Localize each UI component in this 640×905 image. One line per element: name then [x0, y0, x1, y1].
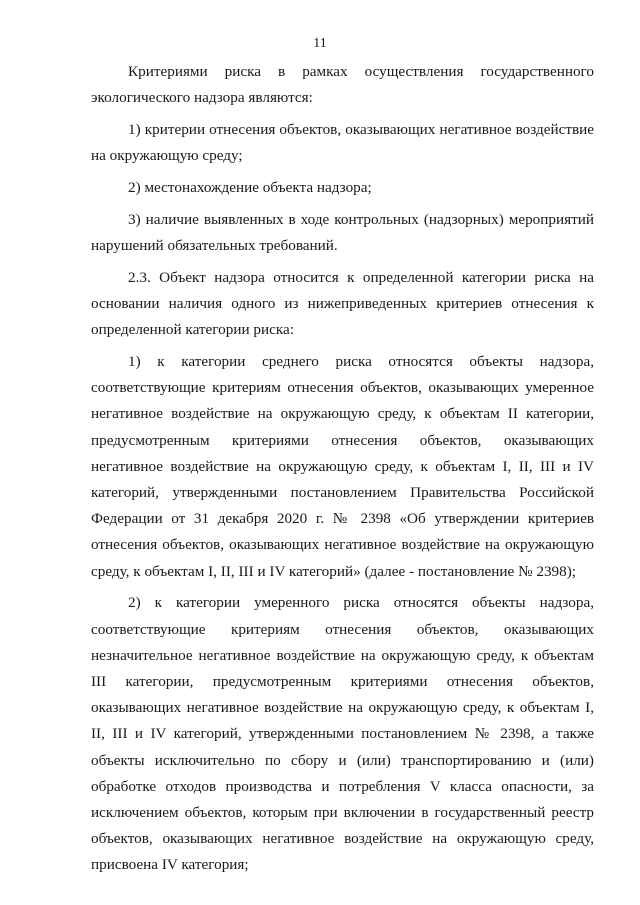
paragraph-criterion-2: 2) местонахождение объекта надзора;: [128, 179, 372, 196]
paragraph-moderate-risk: 2) к категории умеренного риска относятся объекты надзора, соответствующие критериям отнесения объектов, оказывающих незначительное негативное воздействие на окружающую среду, к объектам III категории, предусмотренным критериями отнесения объектов, оказывающих негативное воздействие на окружающую среду, к объектам I, II, III и IV категорий, утвержденными постановлением № 2398, а также объекты исключительно по сбору и (или) транспортированию и (или) обработке отходов производства и потребления V класса опасности, за исключением объектов, которым при включении в государственный реестр объектов, оказывающих негативное воздействие на окружающую среду, присвоена IV категория;: [91, 594, 594, 874]
paragraph-risk-criteria-intro: Критериями риска в рамках осуществления государственного экологического надзора являются:: [91, 63, 594, 107]
paragraph-criterion-3: 3) наличие выявленных в ходе контрольных (надзорных) мероприятий нарушений обязательных требований.: [91, 210, 594, 254]
page-number: 11: [313, 36, 327, 51]
document-body: [91, 59, 594, 879]
paragraph-criterion-1: 1) критерии отнесения объектов, оказывающих негативное воздействие на окружающую среду;: [91, 121, 594, 165]
paragraph-section-2-3: 2.3. Объект надзора относится к определенной категории риска на основании наличия одного из нижеприведенных критериев отнесения к определенной категории риска:: [91, 268, 594, 339]
paragraph-medium-risk: 1) к категории среднего риска относятся объекты надзора, соответствующие критериям отнесения объектов, оказывающих умеренное негативное воздействие на окружающую среду, к объектам II категории, предусмотренным критериями отнесения объектов, оказывающих негативное воздействие на окружающую среду, к объектам I, II, III и IV категорий, утвержденными постановлением Правительства Российской Федерации от 31 декабря 2020 г. № 2398 «Об утверждении критериев отнесения объектов, оказывающих негативное воздействие на окружающую среду, к объектам I, II, III и IV категорий» (далее - постановление № 2398);: [91, 353, 594, 580]
